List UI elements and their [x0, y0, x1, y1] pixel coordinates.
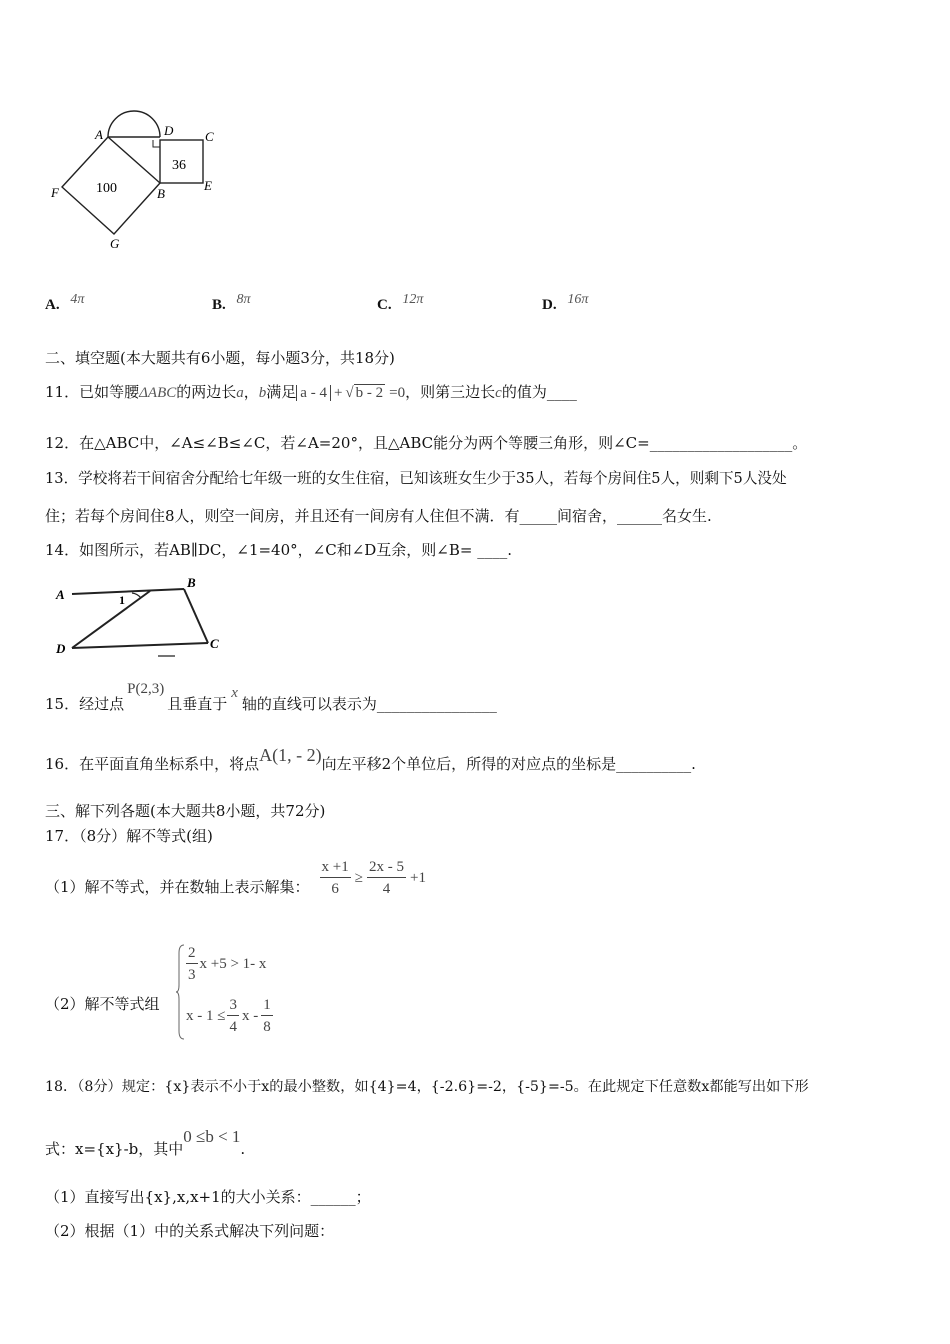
q15-point: P(2,3) — [127, 681, 165, 697]
option-value: 8π — [236, 292, 251, 307]
question-13-line2: 住；若每个房间住8人，则空一间房，并且还有一间房有人住但不满．有_____间宿舍，______名女生. — [45, 507, 712, 525]
q11-eq: =0 — [389, 385, 406, 401]
ineq2-frac1 — [227, 995, 239, 1038]
section2-title: 二、填空题(本大题共有6小题，每小题3分，共18分) — [45, 349, 395, 367]
question-14: 14．如图所示，若AB∥DC，∠1=40°，∠C和∠D互余，则∠B= ____. — [45, 541, 512, 559]
label-G: G — [110, 236, 120, 251]
question-15 — [45, 681, 497, 714]
brace — [176, 943, 186, 1041]
q16-t2: 向左平移2个单位后，所得的对应点的坐标是__________. — [321, 755, 696, 773]
q16-t1: 在平面直角坐标系中，将点 — [79, 755, 260, 773]
q17-p1: （1）解不等式，并在数轴上表示解集： — [45, 878, 310, 896]
q11-sqrt: √ b - 2 — [345, 385, 384, 401]
option-value: 16π — [567, 292, 589, 307]
semicircle — [108, 111, 160, 137]
ineq1-frac — [186, 943, 198, 986]
option-label: C. — [377, 297, 392, 313]
q11-t4: ，则第三边长 — [405, 383, 496, 401]
ineq2-num2: 1 — [261, 995, 273, 1016]
q11-c: c — [495, 385, 502, 401]
option-d — [542, 292, 589, 314]
q18-part2: （2）根据（1）中的关系式解决下列问题： — [45, 1222, 335, 1240]
q16-point: A(1, - 2) — [259, 745, 322, 765]
label-D: D — [56, 641, 66, 656]
option-c — [377, 292, 424, 314]
frac1 — [320, 857, 351, 900]
label-B: B — [187, 575, 196, 590]
label-D: D — [164, 123, 174, 138]
option-label: B. — [212, 297, 226, 313]
q16-num: 16． — [45, 755, 80, 773]
option-b — [212, 292, 251, 314]
frac2 — [367, 857, 406, 900]
label-A: A — [95, 127, 103, 142]
label-B: B — [157, 186, 165, 201]
label-E: E — [204, 178, 212, 193]
option-label: A. — [45, 297, 60, 313]
area-big: 100 — [96, 181, 117, 196]
q11-num: 11． — [45, 383, 80, 401]
frac1-den: 6 — [331, 881, 339, 897]
ineq1-rest: x +5 > 1- x — [199, 956, 267, 972]
question-16 — [45, 745, 696, 774]
ineq2-num1: 3 — [227, 995, 239, 1016]
geq-sign: ≥ — [354, 870, 363, 886]
q11-t1: 已如等腰 — [79, 383, 140, 401]
q11-tri: ΔABC — [139, 385, 177, 401]
q18-cond: 0 ≤b < 1 — [183, 1127, 241, 1146]
question-18-line1: 18．（8分）规定：{x}表示不小于x的最小整数，如{4}=4，{-2.6}=-2，{-5}=-5。在此规定下任意数x都能写出如下形 — [45, 1079, 809, 1095]
q11-t3: 满足 — [266, 383, 297, 401]
q15-t3: 轴的直线可以表示为________________ — [241, 695, 497, 713]
q15-x: x — [231, 685, 238, 701]
q18-line2a: 式：x={x}-b，其中 — [45, 1140, 184, 1158]
q11-expr1: a - 4 — [300, 385, 327, 401]
question-17-part1 — [45, 857, 426, 900]
q17-p2: （2）解不等式组 — [45, 995, 160, 1013]
label-A: A — [56, 587, 65, 602]
q15-num: 15． — [45, 695, 80, 713]
q15-t1: 经过点 — [79, 695, 125, 713]
frac1-num: x +1 — [320, 857, 351, 878]
q11-expr2: b - 2 — [355, 385, 384, 401]
ineq2-pre: x - 1 ≤ — [186, 1008, 226, 1024]
question-13-line1: 13．学校将若干间宿舍分配给七年级一班的女生住宿，已知该班女生少于35人，若每个房间住5人，则剩下5人没处 — [45, 470, 787, 487]
frac2-den: 4 — [382, 881, 391, 897]
option-value: 12π — [402, 292, 424, 307]
label-C: C — [205, 129, 214, 144]
ineq2-den1: 4 — [229, 1019, 237, 1035]
label-F: F — [51, 185, 59, 200]
ineq1-num: 2 — [186, 943, 198, 964]
frac2-num: 2x - 5 — [367, 857, 406, 878]
area-small: 36 — [172, 158, 186, 173]
plus-one: +1 — [410, 870, 426, 886]
ineq-row-1 — [186, 943, 266, 986]
q11-t2: 的两边长 — [176, 383, 237, 401]
option-a — [45, 292, 85, 314]
q11-abs — [296, 385, 331, 401]
question-17-head: 17．（8分）解不等式(组) — [45, 827, 213, 845]
ineq2-den2: 8 — [263, 1019, 271, 1035]
question-11 — [45, 381, 577, 402]
figure-trapezoid — [50, 572, 230, 662]
question-18-line2 — [45, 1127, 246, 1159]
q11-comma: ， — [243, 383, 259, 401]
ineq2-mid: x - — [241, 1008, 259, 1024]
section3-title: 三、解下列各题(本大题共8小题，共72分) — [45, 802, 326, 820]
ineq-row-2 — [186, 995, 273, 1038]
label-C: C — [210, 636, 219, 651]
q18-part1: （1）直接写出{x},x,x+1的大小关系：______； — [45, 1188, 371, 1206]
q15-t2: 且垂直于 — [167, 695, 228, 713]
q11-t5: 的值为____ — [501, 383, 577, 401]
q11-b: b — [258, 385, 267, 401]
figure-squares — [45, 105, 235, 255]
angle-1: 1 — [119, 593, 125, 607]
ineq1-den: 3 — [188, 967, 196, 983]
q11-plus: + — [333, 385, 343, 401]
option-value: 4π — [70, 292, 85, 307]
option-label: D. — [542, 297, 557, 313]
question-12: 12．在△ABC中，∠A≤∠B≤∠C，若∠A=20°，且△ABC能分为两个等腰三角形，则∠C=___________________。 — [45, 434, 808, 452]
q11-a: a — [236, 385, 244, 401]
ineq2-frac2 — [261, 995, 273, 1038]
q18-line2b: . — [240, 1140, 246, 1158]
